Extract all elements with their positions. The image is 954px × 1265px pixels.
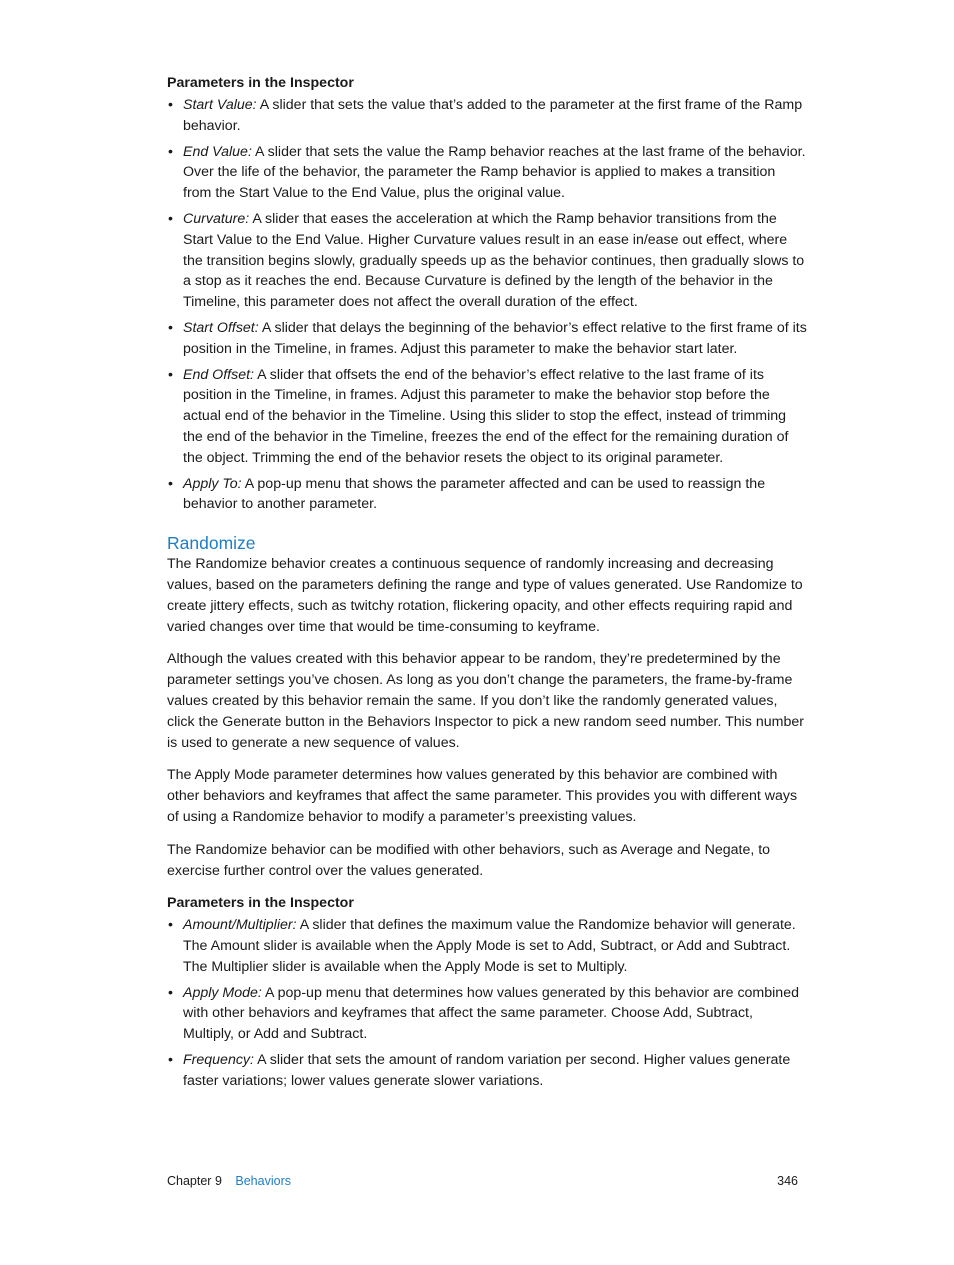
page-footer (167, 1173, 798, 1189)
list-item (167, 209, 807, 313)
parameter-term: End Value: (183, 143, 252, 160)
parameter-term: Start Value: (183, 97, 257, 113)
body-paragraph: The Apply Mode parameter determines how values generated by this behavior are combined with other behaviors and keyframes that affect the same parameter. This provides you with different ways of using a Randomize behavior to modify a parameter’s preexisting values. (167, 767, 798, 825)
list-item (167, 142, 807, 204)
bullet-icon: • (168, 1052, 173, 1069)
parameter-description: A pop-up menu that determines how values generated by this behavior are combined with other behaviors and keyframes that affect the same parameter. Choose Add, Subtract, Multiply, or Add and Subtract. (183, 984, 799, 1043)
parameter-description: A slider that sets the amount of random variation per second. Higher values generate faster variations; lower values generate slower variations. (183, 1052, 791, 1089)
parameter-term: Curvature: (183, 210, 250, 227)
bullet-icon: • (168, 143, 173, 160)
bullet-icon: • (168, 475, 173, 492)
parameter-description: A slider that sets the value the Ramp behavior reaches at the last frame of the behavior. Over the life of the behavior, the parameter the Ramp behavior is applied to makes a transition from the Start Value to the End Value, plus the original value. (183, 143, 806, 202)
chapter-title-link[interactable]: Behaviors (235, 1174, 291, 1188)
parameter-list (167, 915, 807, 1091)
parameter-term: Amount/Multiplier: (183, 917, 297, 934)
parameter-description: A slider that offsets the end of the behavior’s effect relative to the last frame of its position in the Timeline, in frames. Adjust this parameter to make the behavior stop before the actual end of the behavior in the Timeline. Using this slider to stop the effect, instead of trimming the end of the behavior in the Timeline, freezes the end of the effect for the remaining duration of the object. Trimming the end of the behavior resets the object to its original parameter. (183, 366, 789, 466)
parameter-description: A slider that sets the value that’s added to the parameter at the first frame of the Ramp behavior. (183, 97, 803, 134)
list-item (167, 318, 807, 360)
list-item (167, 983, 807, 1045)
parameter-description: A slider that eases the acceleration at which the Ramp behavior transitions from the Start Value to the End Value. Higher Curvature values result in an ease in/ease out effect, where the transition begins slowly, gradually speeds up as the behavior continues, then gradually slows to a stop as it reaches the end. Because Curvature is defined by the length of the behavior in the Timeline, this parameter does not affect the overall duration of the effect. (183, 210, 805, 311)
body-paragraph: Although the values created with this behavior appear to be random, they’re predetermined by the parameter settings you’ve chosen. As long as you don’t change the parameters, the frame-by-frame values created by this behavior remain the same. If you don’t like the randomly generated values, click the Generate button in the Behaviors Inspector to pick a new random seed number. This number is used to generate a new sequence of values. (167, 651, 804, 751)
parameter-term: Apply Mode: (183, 984, 262, 1001)
page-number: 346 (777, 1174, 798, 1188)
parameter-term: Apply To: (183, 475, 242, 492)
list-item (167, 474, 807, 516)
parameter-description: A pop-up menu that shows the parameter affected and can be used to reassign the behavior to another parameter. (183, 475, 766, 513)
body-paragraph: The Randomize behavior can be modified with other behaviors, such as Average and Negate, to exercise further control over the values generated. (167, 841, 771, 879)
section-subheading: Parameters in the Inspector (167, 75, 354, 91)
list-item (167, 915, 807, 977)
bullet-icon: • (168, 97, 173, 113)
parameter-term: End Offset: (183, 366, 254, 383)
parameter-description: A slider that delays the beginning of the behavior’s effect relative to the first frame of its position in the Timeline, in frames. Adjust this parameter to make the behavior start later. (183, 319, 807, 357)
list-item (167, 1050, 807, 1092)
list-item (167, 365, 807, 469)
section-title: Randomize (167, 533, 256, 554)
list-item (167, 95, 807, 137)
parameter-term: Start Offset: (183, 319, 259, 336)
parameter-term: Frequency: (183, 1052, 254, 1069)
bullet-icon: • (168, 366, 173, 383)
chapter-label: Chapter 9 (167, 1174, 222, 1188)
page-content (167, 73, 807, 1097)
parameter-list (167, 95, 807, 515)
body-paragraph: The Randomize behavior creates a continuous sequence of randomly increasing and decreasing values, based on the parameters defining the range and type of values generated. Use Randomize to create jittery effects, such as twitchy rotation, flickering opacity, and other effects requiring rapid and varied changes over time that would be time-consuming to keyframe. (167, 556, 803, 635)
section-subheading: Parameters in the Inspector (167, 895, 354, 912)
bullet-icon: • (168, 210, 173, 227)
bullet-icon: • (168, 319, 173, 336)
bullet-icon: • (168, 917, 173, 934)
parameter-description: A slider that defines the maximum value the Randomize behavior will generate. The Amount slider is available when the Apply Mode is set to Add, Subtract, or Add and Subtract. The Multiplier slider is available when the Apply Mode is set to Multiply. (183, 917, 796, 975)
bullet-icon: • (168, 984, 173, 1001)
